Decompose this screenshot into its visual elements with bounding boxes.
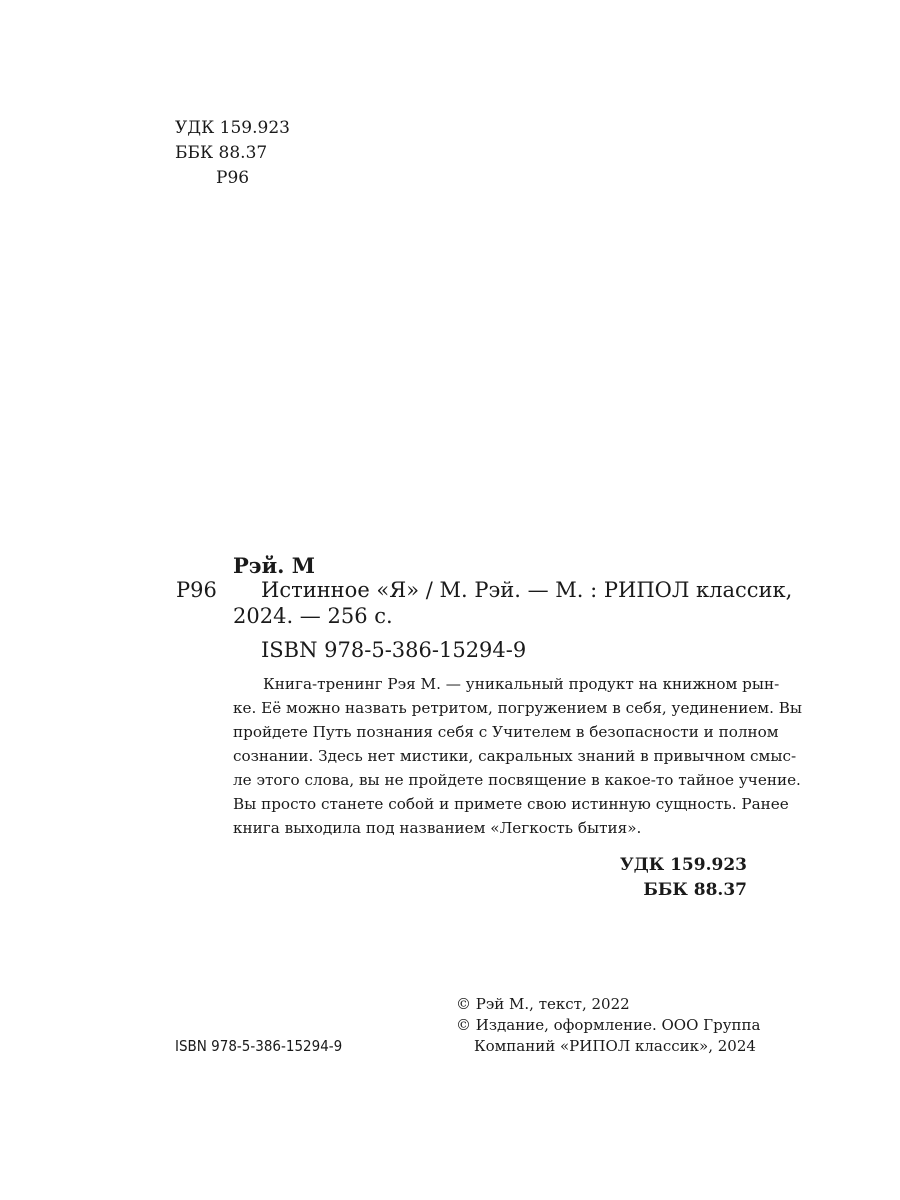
copyright-edition: © Издание, оформление. ООО Группа bbox=[456, 1016, 761, 1034]
author-mark: Р96 bbox=[216, 168, 250, 188]
copyright-text: © Рэй М., текст, 2022 bbox=[456, 995, 630, 1013]
isbn: ISBN 978-5-386-15294-9 bbox=[261, 638, 527, 662]
bibliographic-title-line-1: Истинное «Я» / М. Рэй. — М. : РИПОЛ классик, bbox=[261, 578, 793, 602]
annotation-line: сознании. Здесь нет мистики, сакральных знаний в привычном смыс- bbox=[233, 747, 797, 765]
copyright-publisher: Компаний «РИПОЛ классик», 2024 bbox=[474, 1037, 756, 1055]
annotation-line: Вы просто станете собой и примете свою истинную сущность. Ранее bbox=[233, 795, 789, 813]
card-author-mark: Р96 bbox=[176, 578, 217, 602]
bbk-code-bold: ББК 88.37 bbox=[643, 880, 747, 900]
udk-code: УДК 159.923 bbox=[175, 118, 290, 138]
author-heading: Рэй. М bbox=[233, 553, 316, 578]
annotation-line: ке. Её можно назвать ретритом, погружением в себя, уединением. Вы bbox=[233, 699, 803, 717]
isbn-footer: ISBN 978-5-386-15294-9 bbox=[175, 1037, 343, 1055]
annotation-line: ле этого слова, вы не пройдете посвящение в какое-то тайное учение. bbox=[233, 771, 801, 789]
udk-code-bold: УДК 159.923 bbox=[619, 855, 747, 875]
annotation-line: пройдете Путь познания себя с Учителем в безопасности и полном bbox=[233, 723, 779, 741]
bibliographic-title-line-2: 2024. — 256 с. bbox=[233, 604, 393, 628]
annotation-line: Книга-тренинг Рэя М. — уникальный продукт на книжном рын- bbox=[263, 675, 780, 693]
bbk-code: ББК 88.37 bbox=[175, 143, 268, 163]
annotation-line: книга выходила под названием «Легкость бытия». bbox=[233, 819, 642, 837]
